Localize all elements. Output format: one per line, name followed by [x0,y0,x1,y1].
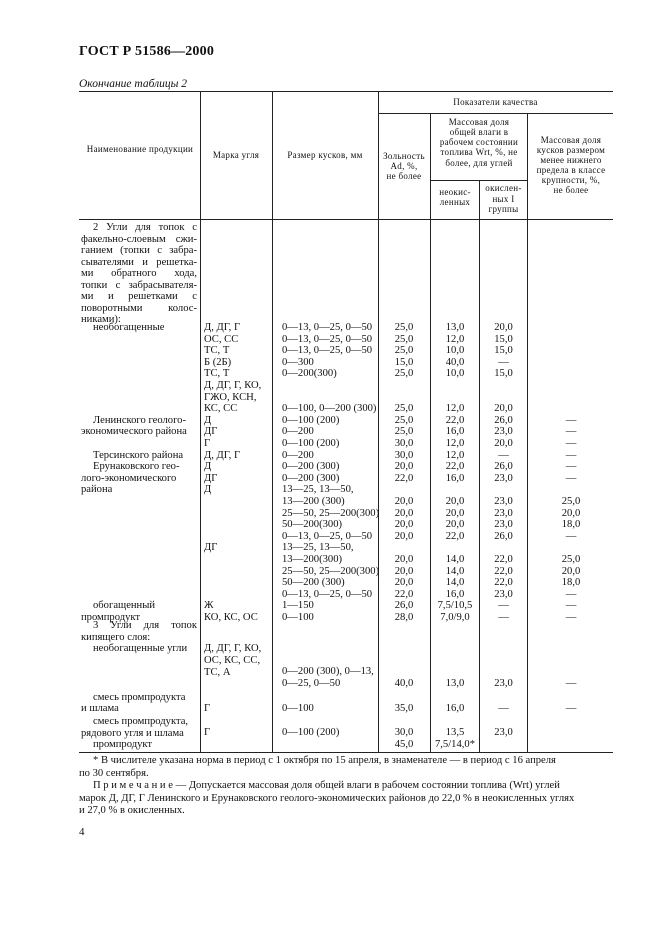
row-size: 0—13, 0—25, 0—50 [282,345,373,357]
row-brand: Ж [204,600,214,612]
row-moisture-oxidized: 20,0 [494,322,513,333]
row-moisture-oxidized: 26,0 [494,414,513,426]
row-size: 0—100 [282,703,314,714]
row-size: 0—200 [282,426,314,438]
row-fines: 18,0 [561,577,581,589]
row-fines: — [565,588,577,600]
row-brand: ОС, КС, СС, [204,655,261,666]
row-moisture-nonoxidized: 7,5/10,5 [437,600,473,612]
row-moisture-nonoxidized: 22,0 [445,414,465,426]
row-fines: 25,0 [561,554,581,565]
row-moisture-nonoxidized: 7,0/9,0 [440,612,470,623]
row-moisture-nonoxidized: 10,0 [445,345,465,357]
footnote-star: по 30 сентября. [79,767,149,779]
row-moisture-oxidized: — [498,703,509,714]
row-brand: КС, СС [204,403,238,415]
row-ash: 26,0 [394,600,414,612]
row-ash: 30,0 [394,438,414,449]
row-size: 0—13, 0—25, 0—50 [282,588,373,600]
row-product: Ерунаковского гео- [93,461,180,473]
row-moisture-oxidized: 20,0 [494,403,513,415]
row-moisture-oxidized: 26,0 [494,461,513,473]
row-moisture-nonoxidized: 12,0 [445,438,465,449]
row-size: 13—25, 13—50, [282,542,354,554]
row-size: 50—200 (300) [282,577,345,589]
row-size: 25—50, 25—200(300) [282,565,380,577]
footnote-note: марок Д, ДГ, Г Ленинского и Ерунаковского геолого-экономических районов до 22,0 % в неокисленных углях [79,792,575,804]
row-moisture-oxidized: 23,0 [494,426,513,438]
row-moisture-nonoxidized: 12,0 [445,449,465,461]
row-ash: 25,0 [394,345,414,357]
row-fines: — [565,600,577,612]
row-ash: 20,0 [394,496,414,507]
row-brand: Д, ДГ, Г [204,449,241,461]
row-moisture-nonoxidized: 16,0 [445,588,465,600]
row-ash: 25,0 [394,322,414,333]
row-ash: 25,0 [394,414,414,426]
row-fines: — [565,678,577,689]
row-ash: 25,0 [394,368,414,380]
row-moisture-nonoxidized: 14,0 [445,554,465,565]
row-brand: Д, ДГ, Г, КО, [204,380,262,391]
row-fines: — [565,414,577,426]
row-moisture-oxidized: 20,0 [494,438,513,449]
row-moisture-nonoxidized: 12,0 [445,333,465,345]
row-brand: Д, ДГ, Г, КО, [204,643,262,654]
row-brand: ТС, Т [204,345,230,357]
row-fines: — [565,426,577,438]
row-moisture-nonoxidized: 16,0 [445,426,465,438]
row-moisture-nonoxidized: 20,0 [445,519,465,531]
row-product: и шлама [81,703,119,714]
row-ash: 20,0 [394,577,414,589]
row-fines: 20,0 [561,507,581,519]
row-ash: 20,0 [394,554,414,565]
row-size: 0—100 (200) [282,438,340,449]
row-brand: Г [204,727,211,738]
row-brand: ГЖО, КСН, [204,391,257,403]
row-size: 0—100 (200) [282,727,340,738]
row-size: 0—100 (200) [282,414,340,426]
row-moisture-nonoxidized: 22,0 [445,530,465,542]
row-moisture-nonoxidized: 16,0 [445,472,465,484]
row-fines: 18,0 [561,519,581,531]
row-moisture-oxidized: — [498,600,509,612]
row-size: 0—200 (300), 0—13, [282,666,374,677]
row-fines: — [565,703,577,714]
row-fines: 25,0 [561,496,581,507]
row-ash: 22,0 [394,588,414,600]
row-size: 0—200(300) [282,368,337,380]
row-moisture-oxidized: 26,0 [494,530,513,542]
row-moisture-oxidized: 23,0 [494,496,513,507]
footnote-note: и 27,0 % в окисленных. [79,805,185,816]
row-product: лого-экономического [81,472,177,484]
row-moisture-oxidized: 22,0 [494,565,513,577]
row-brand: ДГ [204,426,218,438]
row-size: 0—13, 0—25, 0—50 [282,333,373,345]
row-product: промпродукт [81,612,141,623]
row-ash: 20,0 [394,565,414,577]
col-header-product: Наименование продукции [86,144,194,154]
row-product: рядового угля и шлама [81,727,184,739]
row-moisture-oxidized: — [498,356,509,368]
row-moisture-oxidized: 15,0 [494,345,513,357]
row-brand: ДГ [204,472,218,484]
row-size: 13—200(300) [282,554,343,565]
row-ash: 15,0 [394,356,414,368]
row-moisture-nonoxidized: 20,0 [445,507,465,519]
footnote-note: П р и м е ч а н и е — Допускается массовая доля общей влаги в рабочем состоянии топлива (Wrt) углей [93,780,560,791]
col-header-brand: Марка угля [212,150,260,160]
row-moisture-oxidized: 15,0 [494,368,513,380]
row-moisture-oxidized: 23,0 [494,588,513,600]
row-ash: 25,0 [394,426,414,438]
row-size: 50—200(300) [282,519,343,531]
row-ash: 20,0 [394,507,414,519]
row-ash: 25,0 [394,403,414,415]
row-ash: 30,0 [394,449,414,461]
row-brand: Д [204,461,212,473]
row-ash: 25,0 [394,333,414,345]
section-3-title-line: 3 Угли для топок [93,620,197,631]
table-caption: Окончание таблицы 2 [79,78,187,90]
row-ash: 40,0 [394,678,414,689]
row-moisture-nonoxidized: 7,5/14,0* [434,738,476,750]
row-product: необогащенные [93,322,165,333]
row-size: 0—200 (300) [282,461,340,473]
row-size: 25—50, 25—200(300) [282,507,380,519]
row-product: необогащенные угли [93,643,188,654]
row-moisture-nonoxidized: 40,0 [445,356,465,368]
row-moisture-nonoxidized: 14,0 [445,577,465,589]
row-moisture-oxidized: 15,0 [494,333,513,345]
row-product: Ленинского геолого- [93,414,187,426]
row-size: 0—13, 0—25, 0—50 [282,530,373,542]
row-moisture-nonoxidized: 13,5 [445,727,465,738]
row-moisture-oxidized: 23,0 [494,678,513,689]
row-ash: 45,0 [394,738,414,750]
row-moisture-oxidized: 23,0 [494,507,513,519]
row-moisture-oxidized: — [498,449,509,461]
row-brand: ДГ [204,542,218,554]
row-brand: Б (2Б) [204,356,232,368]
row-size: 0—100, 0—200 (300) [282,403,377,415]
row-size: 0—25, 0—50 [282,678,341,689]
row-moisture-nonoxidized: 14,0 [445,565,465,577]
row-moisture-oxidized: 23,0 [494,519,513,531]
row-fines: — [565,530,577,542]
row-product: обогащенный [93,600,156,612]
page-number: 4 [79,826,85,838]
row-moisture-nonoxidized: 10,0 [445,368,465,380]
row-size: 13—25, 13—50, [282,484,354,496]
row-brand: ТС, Т [204,368,230,380]
row-moisture-oxidized: 22,0 [494,554,513,565]
row-size: 0—300 [282,356,314,368]
row-brand: Г [204,703,211,714]
row-fines: — [565,461,577,473]
row-brand: Д, ДГ, Г [204,322,241,333]
row-moisture-nonoxidized: 13,0 [445,322,465,333]
row-product: смесь промпродукта [93,692,186,703]
row-ash: 20,0 [394,530,414,542]
row-brand: ОС, СС [204,333,239,345]
row-fines: — [565,612,577,623]
row-ash: 35,0 [394,703,414,714]
row-ash: 22,0 [394,472,414,484]
row-size: 13—200 (300) [282,496,345,507]
row-product: экономического района [81,426,187,438]
row-product: промпродукт [93,739,153,750]
row-product: района [81,484,113,496]
row-moisture-nonoxidized: 16,0 [445,703,465,714]
row-ash: 30,0 [394,727,414,738]
row-fines: — [565,472,577,484]
row-product: Терсинского района [93,449,184,461]
row-fines: — [565,449,577,461]
row-moisture-nonoxidized: 13,0 [445,678,465,689]
row-size: 0—13, 0—25, 0—50 [282,322,373,333]
row-moisture-nonoxidized: 20,0 [445,496,465,507]
row-brand: КО, КС, ОС [204,612,258,623]
row-moisture-oxidized: 23,0 [494,727,513,738]
row-ash: 20,0 [394,519,414,531]
row-brand: Г [204,438,211,449]
row-moisture-nonoxidized: 12,0 [445,403,465,415]
col-header-size: Размер кусков, мм [287,150,363,160]
row-moisture-oxidized: 22,0 [494,577,513,589]
row-size: 1—150 [282,600,314,612]
row-size: 0—200 [282,449,314,461]
row-moisture-nonoxidized: 22,0 [445,461,465,473]
row-brand: Д [204,484,212,496]
row-product: смесь промпродукта, [93,716,189,727]
row-fines: 20,0 [561,565,581,577]
row-ash: 28,0 [394,612,414,623]
row-size: 0—100 [282,612,314,623]
section-3-title-line: кипящего слоя: [81,631,151,643]
col-header-quality: Показатели качества [453,97,538,107]
standard-number: ГОСТ Р 51586—2000 [79,44,215,59]
row-brand: ТС, А [204,667,231,678]
row-moisture-oxidized: — [498,612,509,623]
row-brand: Д [204,414,212,426]
row-fines: — [565,438,577,449]
row-moisture-oxidized: 23,0 [494,472,513,484]
row-size: 0—200 (300) [282,472,340,484]
footnote-star: * В числителе указана норма в период с 1 октября по 15 апреля, в знаменателе — в период с 16 апреля [93,755,556,766]
row-ash: 20,0 [394,461,414,473]
